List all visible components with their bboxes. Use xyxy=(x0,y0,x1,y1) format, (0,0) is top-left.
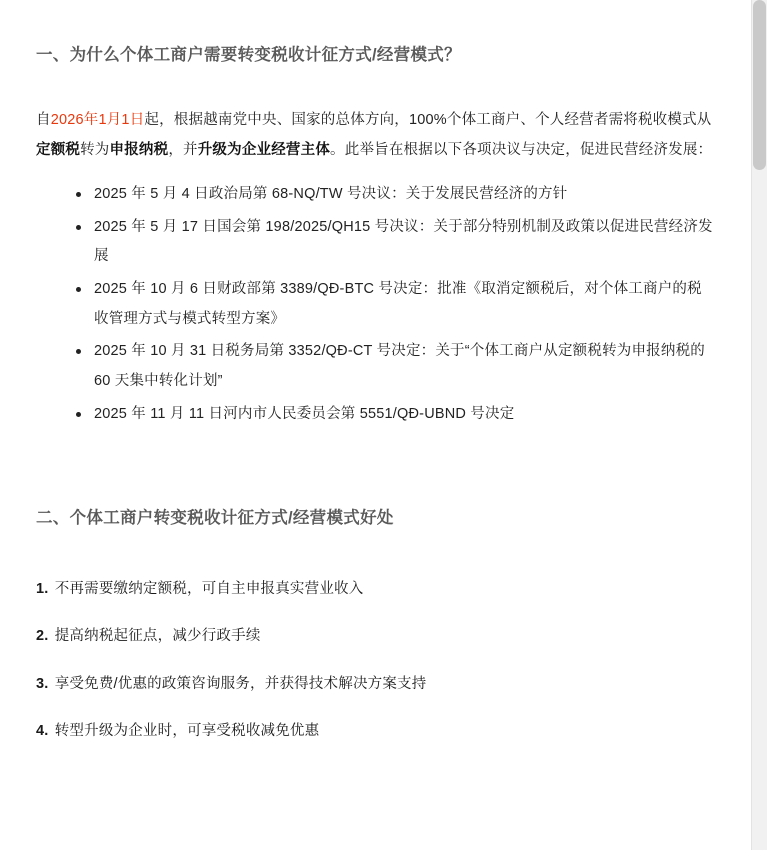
para-part-5: 转为 xyxy=(80,142,110,159)
section-2-list-wrap xyxy=(36,531,715,745)
list-item: 2025 年 5 月 17 日国会第 198/2025/QH15 号决议：关于部分特别机制及政策以促进民营经济发展 xyxy=(94,213,715,272)
list-item-text: 提高纳税起征点，减少行政手续 xyxy=(54,628,261,645)
vertical-scrollbar-track[interactable] xyxy=(751,0,767,850)
section-2-heading-wrap xyxy=(36,433,715,531)
list-item xyxy=(36,577,715,602)
para-part-3: 起，根据越南党中央、国家的总体方向，100%个体工商户、个人经营者需将税收模式从 xyxy=(144,112,712,129)
para-part-9: 。此举旨在根据以下各项决议与决定，促进民营经济发展： xyxy=(330,142,713,159)
list-item-text: 享受免费/优惠的政策咨询服务，并获得技术解决方案支持 xyxy=(54,675,427,692)
para-part-7: ，并 xyxy=(168,142,198,159)
para-part-1: 自 xyxy=(36,112,51,129)
section-1-paragraph-wrap xyxy=(36,68,715,165)
section-2-heading: 二、个体工商户转变税收计征方式/经营模式好处 xyxy=(36,508,394,527)
vertical-scrollbar-thumb[interactable] xyxy=(753,0,766,170)
list-item-number: 1. xyxy=(36,580,49,597)
para-bold-fixed-tax: 定额税 xyxy=(36,142,81,159)
list-item: 2025 年 10 月 6 日财政部第 3389/QĐ-BTC 号决定：批准《取消定额税后，对个体工商户的税收管理方式与模式转型方案》 xyxy=(94,275,715,334)
section-1-heading-wrap xyxy=(36,0,715,68)
para-date-highlight: 2026年1月1日 xyxy=(50,112,145,129)
section-1-bullet-list xyxy=(36,180,715,430)
para-bold-upgrade-enterprise: 升级为企业经营主体 xyxy=(197,142,331,159)
list-item: 2025 年 10 月 31 日税务局第 3352/QĐ-CT 号决定：关于“个体工商户从定额税转为申报纳税的 60 天集中转化计划” xyxy=(94,337,715,396)
section-2-numbered-list xyxy=(36,577,715,745)
list-item-number: 3. xyxy=(36,675,49,692)
list-item: 2025 年 5 月 4 日政治局第 68-NQ/TW 号决议：关于发展民营经济的方针 xyxy=(94,180,715,210)
list-item-number: 4. xyxy=(36,723,49,740)
list-item-text: 转型升级为企业时，可享受税收减免优惠 xyxy=(54,723,320,740)
list-item-text: 不再需要缴纳定额税，可自主申报真实营业收入 xyxy=(54,580,364,597)
para-bold-declared-tax: 申报纳税 xyxy=(109,142,169,159)
list-item xyxy=(36,719,715,744)
list-item: 2025 年 11 月 11 日河内市人民委员会第 5551/QĐ-UBND 号决定 xyxy=(94,400,715,430)
section-1-paragraph xyxy=(36,106,715,165)
list-item xyxy=(36,624,715,649)
list-item-number: 2. xyxy=(36,628,49,645)
section-1-heading: 一、为什么个体工商户需要转变税收计征方式/经营模式？ xyxy=(36,46,461,64)
list-item xyxy=(36,672,715,697)
